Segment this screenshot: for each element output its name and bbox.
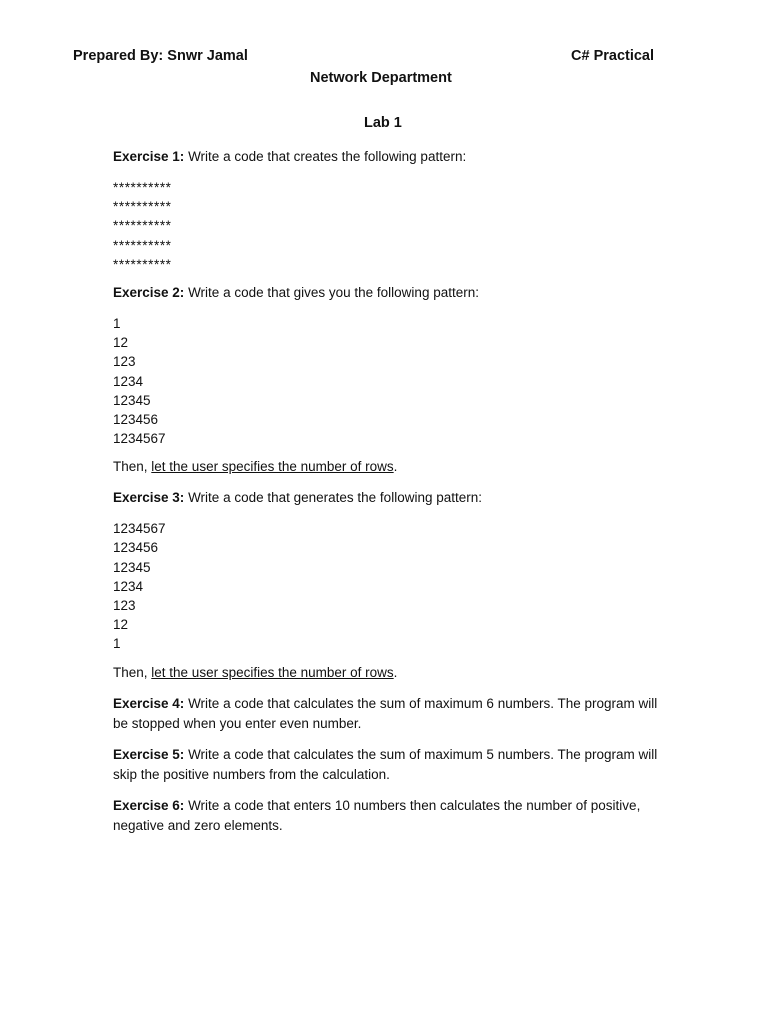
exercise-5-prompt xyxy=(113,745,673,785)
pattern-line: 12 xyxy=(113,335,129,351)
followup-prefix: Then, xyxy=(113,459,152,475)
exercise-3-text: Write a code that generates the following pattern: xyxy=(184,490,482,506)
exercise-3-followup xyxy=(113,663,673,683)
pattern-line: ********** xyxy=(113,256,172,272)
pattern-line: 123 xyxy=(113,354,136,370)
department-title: Network Department xyxy=(310,70,452,86)
pattern-line: 1234 xyxy=(113,373,144,389)
pattern-line: 12 xyxy=(113,617,129,633)
exercise-3-label: Exercise 3: xyxy=(113,490,185,506)
exercise-2-followup xyxy=(113,457,673,477)
exercise-2-prompt xyxy=(113,283,673,303)
followup-suffix: . xyxy=(393,459,398,475)
exercise-1-text: Write a code that creates the following pattern: xyxy=(184,149,467,164)
exercise-1-prompt xyxy=(113,147,673,167)
exercise-4-prompt xyxy=(113,694,673,734)
pattern-line: 12345 xyxy=(113,559,151,575)
prepared-by: Prepared By: Snwr Jamal xyxy=(73,48,248,64)
exercise-4-label: Exercise 4: xyxy=(113,695,185,711)
exercise-5-label: Exercise 5: xyxy=(113,746,185,762)
exercise-4-text: Write a code that calculates the sum of maximum 6 numbers. The program will be stopped when you enter even number. xyxy=(113,695,658,731)
exercise-5-text: Write a code that calculates the sum of maximum 5 numbers. The program will skip the positive numbers from the calculation. xyxy=(113,746,658,782)
exercise-3-prompt xyxy=(113,488,673,508)
lab-title: Lab 1 xyxy=(364,115,402,131)
exercise-1-pattern xyxy=(113,178,673,274)
pattern-line: 123456 xyxy=(113,411,159,427)
exercise-2-text: Write a code that gives you the following pattern: xyxy=(184,284,479,300)
pattern-line: 1234 xyxy=(113,578,144,594)
exercise-6-label: Exercise 6: xyxy=(113,797,185,813)
pattern-line: ********** xyxy=(113,218,172,234)
pattern-line: 1234567 xyxy=(113,521,166,537)
pattern-line: ********** xyxy=(113,237,172,253)
pattern-line: 123456 xyxy=(113,540,159,556)
exercise-6-text: Write a code that enters 10 numbers then calculates the number of positive, negative and zero elements. xyxy=(113,797,641,833)
exercise-3-pattern xyxy=(113,519,673,653)
pattern-line: 123 xyxy=(113,598,136,613)
followup-underlined-text: let the user specifies the number of rows xyxy=(151,459,394,475)
pattern-line: 1 xyxy=(113,315,121,331)
exercise-6-prompt xyxy=(113,796,673,836)
pattern-line: ********** xyxy=(113,199,172,215)
pattern-line: ********** xyxy=(113,180,172,195)
pattern-line: 1 xyxy=(113,636,121,652)
followup-suffix: . xyxy=(393,664,398,680)
pattern-line: 12345 xyxy=(113,392,151,408)
exercise-1-label: Exercise 1: xyxy=(113,149,185,164)
exercise-2-label: Exercise 2: xyxy=(113,284,185,300)
followup-underlined-text: let the user specifies the number of rows xyxy=(151,664,394,680)
exercise-list xyxy=(113,147,673,836)
course-title: C# Practical xyxy=(571,48,655,64)
pattern-line: 1234567 xyxy=(113,431,166,447)
exercise-2-pattern xyxy=(113,314,673,448)
followup-prefix: Then, xyxy=(113,664,152,680)
